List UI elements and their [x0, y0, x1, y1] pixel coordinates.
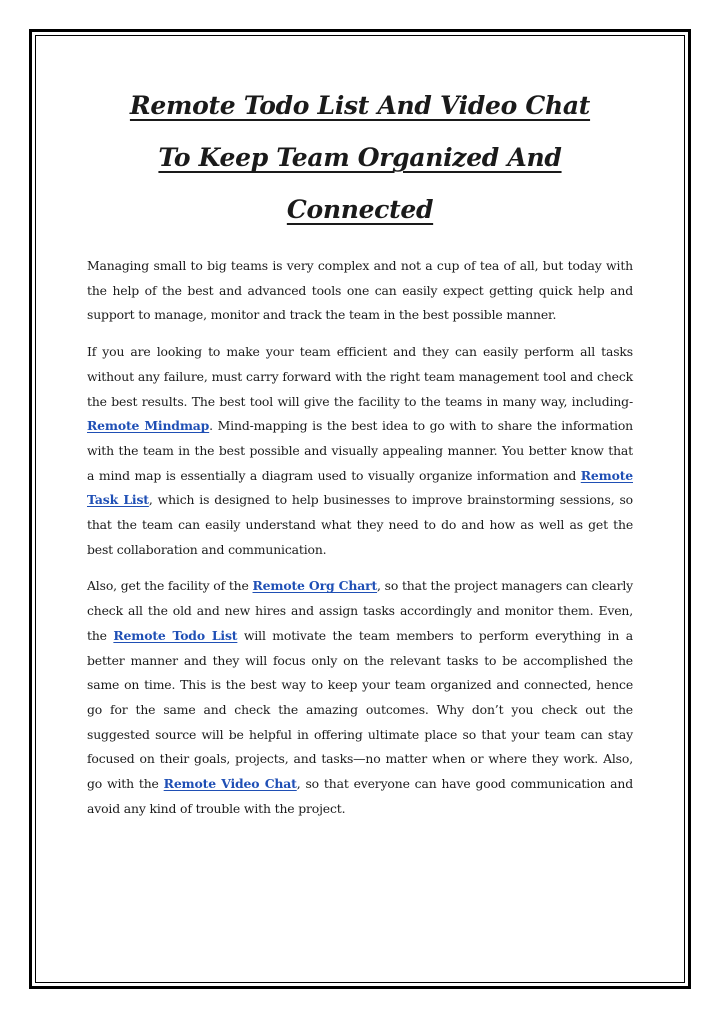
remote-org-chart-link[interactable]: Remote Org Chart: [252, 578, 378, 594]
paragraph-tools: [87, 340, 633, 562]
page-title: [87, 80, 633, 236]
paragraph-more-tools: [87, 574, 633, 821]
document-body: [87, 80, 633, 833]
title-line-3: Connected: [286, 195, 434, 224]
paragraph-text: will motivate the team members to perform everything in a better manner and they will focus only on the relevant tasks to be accomplished the same on time. This is the best way to keep your team organized and connected, hence go for the same and check the amazing outcomes. Why don’t you check out the suggested source will be helpful in offering ultimate place so that your team can stay focused on their goals, projects, and tasks—no matter when or where they work. Also, go with the: [87, 627, 633, 792]
paragraph-text: . Mind-mapping is the best idea to go with to share the information with the team in the best possible and visually appealing manner. You better know that a mind map is essentially a diagram used to visually organize information and: [87, 418, 633, 483]
paragraph-intro: Managing small to big teams is very complex and not a cup of tea of all, but today with the help of the best and advanced tools one can easily expect getting quick help and support to manage, monitor and track the team in the best possible manner.: [87, 258, 633, 323]
paragraph-text: , which is designed to help businesses to improve brainstorming sessions, so that the team can easily understand what they need to do and how as well as get the best collaboration and communication.: [87, 492, 633, 557]
title-line-1: Remote Todo List And Video Chat: [129, 91, 591, 120]
remote-video-chat-link[interactable]: Remote Video Chat: [163, 776, 297, 792]
remote-task-list-link[interactable]: Remote Task List: [87, 467, 633, 508]
remote-mindmap-link[interactable]: Remote Mindmap: [87, 418, 210, 434]
paragraph-text: , so that everyone can have good communication and avoid any kind of trouble with the project.: [87, 776, 633, 816]
paragraph-text: , so that the project managers can clearly check all the old and new hires and assign tasks accordingly and monitor them. Even, the: [87, 578, 634, 643]
title-line-2: To Keep Team Organized And: [158, 143, 562, 172]
paragraph-text: If you are looking to make your team efficient and they can easily perform all tasks without any failure, must carry forward with the right team management tool and check the best results. The best tool will give the facility to the teams in many way, including-: [87, 344, 633, 409]
remote-todo-list-link[interactable]: Remote Todo List: [113, 627, 238, 643]
paragraph-text: Also, get the facility of the: [87, 578, 253, 594]
